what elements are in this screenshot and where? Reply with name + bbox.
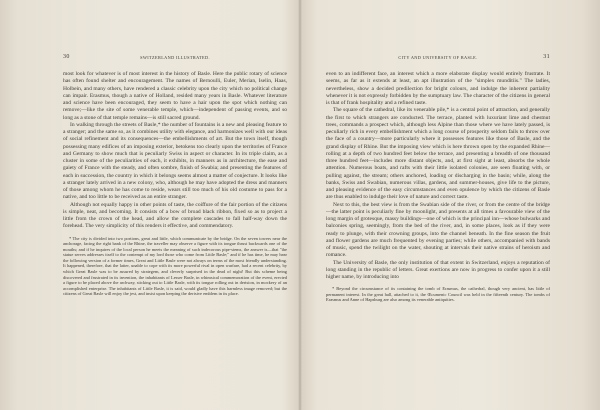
- right-page: [326, 54, 550, 303]
- footnote-text: * The city is divided into two portions, great and little, which communicate by the bridge. On the seven towers near the anchorage, facing the right bank of the Rhine, the traveller may observe a figure with its tongue thrust backwards one of the mouths; and if he inquires of the local person he meets the meaning of such indecorous pipe-stems, the answer is—that "the statue serves addresses itself to the contempt of my lord those who come from Little Basle;" and if he has time, he may hear the following version of a former times, Great and Little Basle were not always on terms of the most friendly understanding. It happened, therefore, that the latter, unable to cope with its more powerful rival in open warfare, had a recent celebrity, by which Great Basle was to be assured by strategem, and cleverly surprised in the dead of night! But this scheme being discovered and frustrated in its invention, the inhabitants of Lesser Basle, in whimsical commemoration of the event, erected a figure to be placed above the archway, sticking out to Little Basle, with its tongue rolling out in derision, in mockery of an accomplished enterprise. The inhabitants of Little Basle, it is said, would gladly have this harmless image removed; but the citizens of Great Basle will enjoy the jest, and insist upon keeping the derisive emblem in its place.: [63, 235, 287, 297]
- left-page: [63, 54, 287, 297]
- running-head-right: CITY AND UNIVERSITY OF BASLE.: [398, 55, 478, 60]
- right-footnote: [326, 284, 550, 303]
- left-page-body: [63, 71, 287, 231]
- right-page-header: [326, 54, 550, 68]
- page-number-right: 31: [543, 54, 550, 60]
- paragraph: In walking through the streets of Basle,* the number of fountains is a new and pleasing feature to a stranger; and the same so, as it combines utility with elegance, and harmonizes well with our ideas of social refinement and its consequences—the embellishments of art. But the town itself, though possessing many edifices of an imposing exterior, betokens too clearly upon the territories of France and Germany to show much that is peculiarly Swiss in aspect or character. In its triple claim, as a cluster in some of the peculiarities of each, it exhibits, in manners as in architecture, the ease and gaiety of France with the steady, and often sombre, finish of Swabia; and presenting the features of each in succession, the country in which it belongs seems almost a matter of conjecture. It looks like a stranger lately arrived in a new colony, who, although he may have adopted the dress and manners of those among whom he has come to reside, wears still too much of his old costume to pass for a native, and too little to be received as an entire stranger.: [63, 121, 287, 201]
- paragraph: most look for whatever is of most interest in the history of Basle. Here the public rotary of science has often found shelter and encouragement. The names of Bernoulli, Euler, Merian, Iselin, Haas, Holbein, and many others, have rendered a classic celebrity upon the city which no political change can impair. Erasmus, though a native of Holland, resided many years in Basle. Whatever literature and science have been encouraged, they seem to have a hair upon the spot which nothing can remove;—like the site of some venerable temple, which—independent of passing events, and so long as a stone of that temple remains—is still sacred ground.: [63, 71, 287, 121]
- left-page-header: [63, 54, 287, 68]
- book-gutter: [298, 0, 302, 410]
- left-footnote: [63, 234, 287, 298]
- paragraph: even to an indifferent face, an interest which a more elaborate display would entirely frustrate. It seems, as far as it extends at least, an apt illustration of the "simplex munditiis." The ladies, nevertheless, show a decided predilection for bright colours, and indulge the inherent partiality whenever it is not expressly forbidden by the sumptuary law. The character of the citizens in general is that of frank hospitality and a refined taste.: [326, 71, 550, 106]
- paragraph: Although not equally happy in other points of taste, the coiffure of the fair portion of the citizens is simple, neat, and becoming. It consists of a bow of broad black ribbon, fixed so as to project a little from the crown of the head, and allow the complete cascades to fall half-way down the forehead. The very simplicity of this renders it effective, and commendatory.: [63, 201, 287, 230]
- paragraph: Next to this, the best view is from the Swabian side of the river, or from the centre of the bridge—the latter point is peculiarly fine by moonlight, and presents at all times a favourable view of the long margin of grotesque, massy buildings—one of which is the principal inn—whose bulwarks and balconies spring, seemingly, from the bed of the river, and, in some places, look as if they were ready to plunge, with their crowning groups, into the channel beneath. In the fine season the fruit and flower gardens are much frequented by evening parties; while others, accompanied with bands of music, spend the twilight on the water, shouting at intervals their native strains of heroism and romance.: [326, 201, 550, 259]
- page-number-left: 30: [63, 54, 70, 60]
- running-head-left: SWITZERLAND ILLUSTRATED.: [140, 55, 210, 60]
- footnote-text: * Beyond the circumstance of its containing the tomb of Erasmus, the cathedral, though very ancient, has little of permanent interest. In the great hall, attached to it, the Œcumenic Council was held in the fifteenth century. The tombs of Erasmus and Anne of Hapsburg are also among its venerable antiquities.: [326, 286, 550, 303]
- paragraph: The University of Basle, the only institution of that extent in Switzerland, enjoys a reputation of long standing in the republic of letters. Great exertions are now in progress to confer upon it a still higher name, by introducing into: [326, 259, 550, 280]
- paragraph: The square of the cathedral, like its venerable pile,* is a central point of attraction, and generally the first to which strangers are conducted. The terrace, planted with luxuriant lime and chestnut trees, commands a prospect which, although less Alpine than those where we have lately passed, is peculiarly rich in every embellishment which a long course of prosperity seldom fails to throw over the face of a country—more particularly where it possesses features like those of Basle, and the grand display of Rhine. But the imposing view which is here thrown open by the expanded Rhine—rolling at a depth of two hundred feet below the terrace, and presenting a breadth of one thousand three hundred feet—includes more distant objects, and, at first sight at least, absorbs the whole attention. Numerous boats, and rafts with their little isolated colonies, are seen floating with, or pulling against, the stream; others anchored, loading or discharging in the basin; while, along the banks, Swiss and Swabian, numerous villas, gardens, and summer-houses, give life to the picture, and pleasing evidence of the easy circumstances and even opulence by which the citizens of Basle are thus enabled to indulge their love of nature and correct taste.: [326, 107, 550, 201]
- right-page-body: [326, 71, 550, 281]
